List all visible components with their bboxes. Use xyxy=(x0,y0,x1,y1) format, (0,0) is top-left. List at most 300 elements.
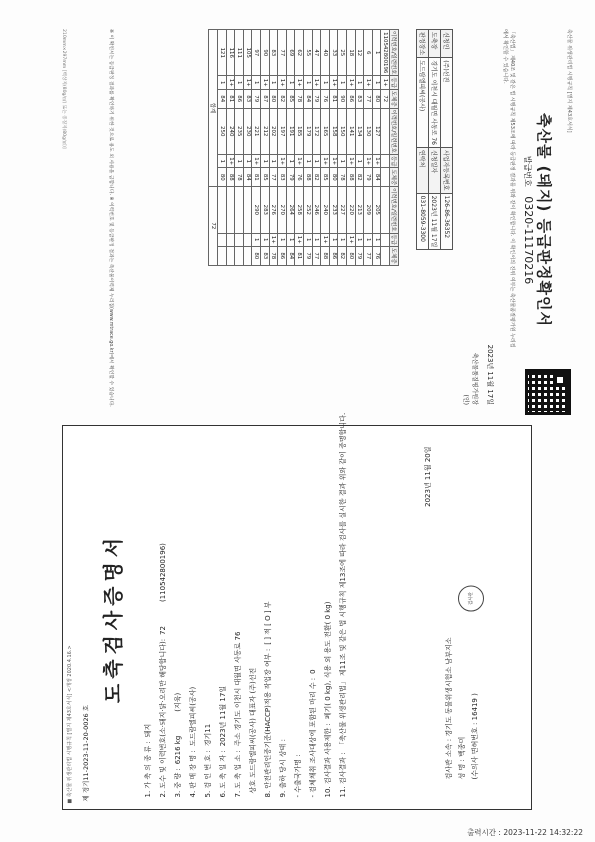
grade-header: 도체중 xyxy=(390,246,399,265)
grade-cell: 110542800196 xyxy=(381,30,390,76)
info-value: 031-8059-3300 xyxy=(417,193,429,250)
grade-cell: 1+ xyxy=(347,76,356,89)
grade-cell xyxy=(243,233,252,246)
grade-cell xyxy=(226,187,235,233)
grade-cell: 150 xyxy=(338,108,347,154)
grade-cell: 1 xyxy=(269,155,278,168)
grade-cell: 116 xyxy=(226,30,235,76)
info-value: (주)선진 xyxy=(441,58,453,148)
grade-cell: 240 xyxy=(321,187,330,233)
grade-cell: 80 xyxy=(252,246,261,265)
table-row xyxy=(355,30,364,266)
inspection-item-value: 0 xyxy=(309,668,317,674)
inspection-item-label: - 검체채취 조사대상에 포함된 마리 수 : xyxy=(309,677,317,797)
inspection-item xyxy=(231,436,246,797)
grade-cell: 77 xyxy=(364,89,373,108)
grade-cell: 1 xyxy=(235,155,244,168)
info-value: 126-86-36352 xyxy=(441,193,453,250)
grade-cell: 111 xyxy=(235,30,244,76)
grading-certificate-content xyxy=(55,21,575,419)
grade-cell: 276 xyxy=(269,187,278,233)
grade-cell: 1 xyxy=(218,76,227,89)
grade-cell: 1 xyxy=(372,30,381,76)
grade-cell: 12 xyxy=(355,30,364,76)
grade-cell xyxy=(381,233,390,246)
grade-cell xyxy=(381,246,390,265)
grade-cell: 1+ xyxy=(372,155,381,168)
table-row xyxy=(381,30,390,266)
grade-cell: 69 xyxy=(286,30,295,76)
grade-cell: 1+ xyxy=(321,233,330,246)
grade-cell: 84 xyxy=(243,168,252,187)
grade-cell xyxy=(235,187,244,233)
grade-cell: 88 xyxy=(321,246,330,265)
grade-cell: 55 xyxy=(304,30,313,76)
grade-cell: 1 xyxy=(355,76,364,89)
inspection-item-value: 상호 도드람엘피씨(공사) 대표자 (주)선진 xyxy=(249,667,257,793)
grade-cell: 1+ xyxy=(226,155,235,168)
print-time-value: 2023-11-22 14:32:22 xyxy=(503,828,583,837)
grade-cell: 1 xyxy=(286,76,295,89)
grade-cell: 83 xyxy=(261,246,270,265)
grade-cell: 86 xyxy=(329,246,338,265)
table-row xyxy=(286,30,295,266)
grade-cell: 84 xyxy=(304,89,313,108)
inspector-name-label: 성 명 : xyxy=(458,758,466,779)
info-row xyxy=(441,30,453,250)
grade-cell: 80 xyxy=(372,89,381,108)
grade-cell: 1+ xyxy=(329,155,338,168)
grade-cell: 1+ xyxy=(261,76,270,89)
grade-cell: 80 xyxy=(269,89,278,108)
grade-cell: 127 xyxy=(372,108,381,154)
lower-date: 2023년 11월 20일 xyxy=(424,446,432,507)
grade-cell: 81 xyxy=(295,246,304,265)
grade-cell: 233 xyxy=(329,187,338,233)
grade-cell: 258 xyxy=(295,187,304,233)
grade-cell: 84 xyxy=(372,168,381,187)
grade-cell: 83 xyxy=(243,89,252,108)
inspection-item xyxy=(321,436,336,797)
grade-cell: 105 xyxy=(243,30,252,76)
grade-cell: 86 xyxy=(278,246,287,265)
print-time xyxy=(467,827,583,838)
grade-cell: 191 xyxy=(286,108,295,154)
inspection-item-label: - 수출국가명 : xyxy=(294,753,302,797)
inspector-license-row xyxy=(469,637,482,779)
grade-cell: 1+ xyxy=(364,155,373,168)
grade-cell: 212 xyxy=(261,108,270,154)
grade-cell: 79 xyxy=(286,168,295,187)
info-key: 판정장소 xyxy=(417,30,429,58)
grade-cell: 252 xyxy=(304,187,313,233)
inspection-item xyxy=(156,436,171,797)
grade-cell xyxy=(243,246,252,265)
inspection-item-value: 주소 경기도 이천시 대월면 사동로 76 xyxy=(234,631,242,746)
table-row xyxy=(372,30,381,266)
grade-cell: 1+ xyxy=(312,76,321,89)
grade-cell: 77 xyxy=(278,30,287,76)
table-row xyxy=(226,30,235,266)
inspection-item-label: 6. 도 축 일 자 : xyxy=(219,749,227,797)
inspection-item-value: 2023년 11월 17일 xyxy=(219,685,227,746)
grade-cell: 79 xyxy=(312,89,321,108)
grade-cell: 18 xyxy=(347,30,356,76)
grade-cell: 1+ xyxy=(347,233,356,246)
grade-cell: 78 xyxy=(295,89,304,108)
grade-cell: 220 xyxy=(347,187,356,233)
upper-date: 2023년 11월 17일 xyxy=(486,344,494,405)
issuer-name: 축산물품질평가원장 xyxy=(471,352,478,405)
inspection-item xyxy=(201,436,216,797)
inspection-item-value: 폐기( 0 kg), 식용 외 용도 전환( 0 kg) xyxy=(324,601,332,719)
grade-cell xyxy=(218,187,227,233)
grade-cell: 1 xyxy=(304,76,313,89)
inspection-item-value: 6216 kg xyxy=(174,735,182,764)
grade-cell: 1 xyxy=(372,233,381,246)
grade-cell: 179 xyxy=(304,108,313,154)
inspection-item xyxy=(216,436,231,797)
info-row xyxy=(429,30,441,250)
grade-cell: 1 xyxy=(278,233,287,246)
upper-issuer xyxy=(461,353,479,405)
grading-certificate xyxy=(50,20,580,420)
grade-cell: 1 xyxy=(355,155,364,168)
inspection-item xyxy=(276,436,291,797)
grade-cell: 1 xyxy=(269,76,278,89)
upper-footer-notes: ※ 이 확인서는 등급판정 결과를 확인하기 위한 것으로 용도 외 사용을 금합니다. ※ 이력번호 및 등급판정 결과는 축산물이력제 누리집(www.mtrace.go.kr)에서 확인할 수 있습니다. xyxy=(108,29,113,407)
inspection-item-extra: (110542800196) xyxy=(159,542,167,602)
grade-cell: 82 xyxy=(278,89,287,108)
grade-cell: 78 xyxy=(235,168,244,187)
grade-cell: 83 xyxy=(269,30,278,76)
issue-number-label: 발급번호 xyxy=(523,155,532,187)
grade-cell: 62 xyxy=(295,30,304,76)
lower-form-number: ■ 축산물 위생관리법 시행규칙 [별지 제43호서식] <개정 2020.4.16.> xyxy=(67,644,73,803)
grade-cell: 1 xyxy=(364,233,373,246)
grade-cell: 141 xyxy=(347,108,356,154)
grade-header: 이력번호/일련번호 xyxy=(390,108,399,154)
grade-cell: 1 xyxy=(312,233,321,246)
inspection-item-label: 3. 중 량 : xyxy=(174,767,182,797)
table-row xyxy=(278,30,287,266)
inspection-certificate-content xyxy=(63,412,531,809)
grade-cell: 77 xyxy=(364,246,373,265)
inspection-item xyxy=(246,436,261,797)
upper-title: 축산물 (돼지) 등급판정확인서 xyxy=(535,112,553,328)
grade-cell: 82 xyxy=(338,246,347,265)
inspection-item-label: 2. 도수 및 이력번호(소·돼지·닭·오리만 해당합니다): xyxy=(159,638,167,797)
info-value: 2023년 11월 17일 xyxy=(429,193,441,250)
grade-cell xyxy=(243,187,252,233)
grade-cell: 1+ xyxy=(295,155,304,168)
table-row xyxy=(304,30,313,266)
inspection-item-label: 1. 가 축 의 종 류 : xyxy=(144,740,152,797)
grade-cell: 97 xyxy=(252,30,261,76)
info-value: 경기도 이천시 대월면 사동로 76 xyxy=(429,58,441,148)
grade-cell: 1 xyxy=(252,76,261,89)
inspector-license-label: (수의사 면허번호 : xyxy=(471,722,479,779)
grade-cell xyxy=(381,187,390,233)
inspection-item-extra: (지육) xyxy=(174,692,182,712)
grade-cell: 85 xyxy=(286,89,295,108)
grade-cell: 84 xyxy=(218,89,227,108)
table-row xyxy=(218,30,227,266)
grade-cell: 1+ xyxy=(252,155,261,168)
grade-cell: 1 xyxy=(261,233,270,246)
grade-cell: 1 xyxy=(321,76,330,89)
grade-cell: 78 xyxy=(338,168,347,187)
total-label: 합계 xyxy=(209,30,218,187)
grade-cell xyxy=(381,168,390,187)
inspection-item xyxy=(171,436,186,797)
grade-cell: 1 xyxy=(372,76,381,89)
grade-cell: 77 xyxy=(312,246,321,265)
grade-cell: 85 xyxy=(261,168,270,187)
upper-form-number: 축산물 위생관리법 시행규칙 [별지 제43호서식] xyxy=(566,29,572,133)
upper-note: 「축산법」 제40조 및 같은 법 시행규칙 제53조에 따라 등급판정 결과를 위와 같이 확인합니다. 이 확인서의 진위 여부는 축산물품질평가원 누리집에서 확인할 수 있습니다. xyxy=(502,29,515,348)
grade-cell xyxy=(381,155,390,168)
grade-cell: 81 xyxy=(226,89,235,108)
grade-cell: 1 xyxy=(338,76,347,89)
grade-cell: 1+ xyxy=(321,155,330,168)
grade-cell: 83 xyxy=(355,89,364,108)
grade-cell: 6 xyxy=(364,30,373,76)
grade-cell: 197 xyxy=(278,108,287,154)
info-key: 신청일자 xyxy=(429,148,441,194)
info-key: 사업자등록번호 xyxy=(441,148,453,194)
grade-cell: 80 xyxy=(218,168,227,187)
grade-cell: 283 xyxy=(261,187,270,233)
inspection-item-value: [ ] 적 [ O ] 부 xyxy=(264,600,272,645)
grade-cell: 121 xyxy=(218,30,227,76)
table-row xyxy=(252,30,261,266)
grade-cell: 1 xyxy=(304,233,313,246)
inspection-item-value: 「축산물 위생관리법」 제11조 및 같은 법 시행규칙 제13조에 따라 검사를 실시한 결과 위와 같이 증명합니다. xyxy=(339,412,347,748)
table-row xyxy=(338,30,347,266)
grade-cell: 1+ xyxy=(381,76,390,89)
grade-cell: 84 xyxy=(286,246,295,265)
grade-cell: 1 xyxy=(329,233,338,246)
grade-cell: 172 xyxy=(312,108,321,154)
info-key: 도축장 xyxy=(429,30,441,58)
inspector-org-row xyxy=(443,637,456,779)
inspection-item-label: 8. 안전관리인증기준(HACCP)적용 작업장 여부 : xyxy=(264,648,272,797)
grade-cell: 1 xyxy=(243,155,252,168)
print-time-label: 출력시간 : xyxy=(467,828,501,837)
inspection-item xyxy=(336,412,351,797)
inspector-name: 백종미 xyxy=(458,736,466,757)
inspection-item xyxy=(141,436,156,797)
table-row xyxy=(364,30,373,266)
grade-cell: 240 xyxy=(226,108,235,154)
grade-cell: 134 xyxy=(355,108,364,154)
grade-cell: 72 xyxy=(381,89,390,108)
grade-cell: 81 xyxy=(329,89,338,108)
grade-header: 도체중 xyxy=(390,168,399,187)
grade-cell: 86 xyxy=(347,89,356,108)
grade-cell: 290 xyxy=(252,187,261,233)
grade-cell: 83 xyxy=(278,168,287,187)
inspection-item xyxy=(261,436,276,797)
inspection-items xyxy=(141,412,351,797)
grade-cell: 47 xyxy=(312,30,321,76)
table-row xyxy=(243,30,252,266)
info-key: 연락처 xyxy=(417,148,429,194)
grade-cell: 1 xyxy=(286,233,295,246)
grade-cell: 1+ xyxy=(329,76,338,89)
grade-cell: 213 xyxy=(355,187,364,233)
info-row xyxy=(417,30,429,250)
grade-cell xyxy=(381,108,390,154)
grade-cell: 264 xyxy=(286,187,295,233)
inspector-org: 경기도 동물위생시험소 남부지소 xyxy=(445,637,453,737)
inspection-item-value: 돼지 xyxy=(144,723,152,737)
grade-cell: 235 xyxy=(235,108,244,154)
grade-cell: 88 xyxy=(304,168,313,187)
grade-table xyxy=(208,29,399,266)
inspection-item-value: 경기11 xyxy=(204,723,212,746)
grade-cell: 230 xyxy=(243,108,252,154)
table-row xyxy=(269,30,278,266)
inspection-item-label: 10. 검사결과 사용제한 : xyxy=(324,722,332,797)
inspector-org-label: 검사관 소속 : xyxy=(445,738,453,779)
issue-number xyxy=(522,21,535,419)
inspection-item-label: 9. 출하 당시 상태 : xyxy=(279,738,287,797)
grade-cell: 88 xyxy=(347,168,356,187)
grade-cell: 79 xyxy=(252,89,261,108)
grade-cell: 79 xyxy=(364,168,373,187)
grade-cell xyxy=(226,246,235,265)
info-key: 신청인 xyxy=(441,30,453,58)
inspection-item-value: 72 xyxy=(159,625,167,635)
grade-cell: 1 xyxy=(355,233,364,246)
grade-cell: 202 xyxy=(269,108,278,154)
inspection-item xyxy=(291,436,306,797)
inspection-item-label: 5. 검 인 번 호 : xyxy=(204,749,212,797)
table-row xyxy=(261,30,270,266)
grade-cell xyxy=(235,246,244,265)
lower-title: 도축검사증명서 xyxy=(101,532,125,703)
grade-cell: 88 xyxy=(226,168,235,187)
grade-cell: 1+ xyxy=(295,76,304,89)
applicant-info-table xyxy=(416,29,453,250)
grade-cell: 79 xyxy=(355,246,364,265)
table-row xyxy=(347,30,356,266)
inspection-item-value: 도드람엘피씨(공사) xyxy=(189,686,197,746)
inspection-item-label: 11. 검사결과 : xyxy=(339,752,347,797)
table-row xyxy=(312,30,321,266)
grade-header: 이력번호/일련번호 xyxy=(390,187,399,233)
inspection-item xyxy=(186,436,201,797)
grade-cell: 90 xyxy=(338,89,347,108)
inspection-item xyxy=(306,436,321,797)
grade-cell: 78 xyxy=(269,246,278,265)
inspector-license: 16419 ) xyxy=(471,692,479,720)
grade-cell: 82 xyxy=(355,168,364,187)
grade-cell xyxy=(226,233,235,246)
grade-cell: 1 xyxy=(218,155,227,168)
grade-cell: 1+ xyxy=(269,233,278,246)
grade-cell: 76 xyxy=(295,168,304,187)
inspector-name-row xyxy=(456,637,469,779)
table-row xyxy=(295,30,304,266)
grade-cell: 227 xyxy=(338,187,347,233)
grade-cell: 80 xyxy=(347,246,356,265)
grade-header: 이력번호/일련번호 xyxy=(390,30,399,76)
grade-cell: 1 xyxy=(235,76,244,89)
grade-cell: 1 xyxy=(286,155,295,168)
grade-cell: 1+ xyxy=(295,233,304,246)
grade-cell: 270 xyxy=(278,187,287,233)
grade-cell: 205 xyxy=(372,187,381,233)
table-row xyxy=(321,30,330,266)
grade-header: 등급 xyxy=(390,233,399,246)
grade-cell: 86 xyxy=(235,89,244,108)
grade-cell: 1+ xyxy=(226,76,235,89)
grade-cell: 25 xyxy=(338,30,347,76)
grade-cell: 90 xyxy=(261,30,270,76)
table-row xyxy=(235,30,244,266)
grade-cell: 1 xyxy=(304,155,313,168)
grade-cell: 1+ xyxy=(278,155,287,168)
grade-cell: 185 xyxy=(295,108,304,154)
lower-doc-number: 제 경기11-2023-11-20-0026 호 xyxy=(82,704,90,801)
grade-cell: 76 xyxy=(372,246,381,265)
grade-cell xyxy=(218,233,227,246)
grade-cell: 1+ xyxy=(364,76,373,89)
grade-cell: 1+ xyxy=(278,76,287,89)
grade-cell xyxy=(218,246,227,265)
grade-cell: 33 xyxy=(329,30,338,76)
grade-cell: 221 xyxy=(252,108,261,154)
grade-cell: 79 xyxy=(304,246,313,265)
issue-number-value: 0320-11170216 xyxy=(522,196,535,285)
grade-cell: 1 xyxy=(252,233,261,246)
inspector-block xyxy=(443,637,482,779)
grade-cell: 82 xyxy=(312,168,321,187)
grade-cell: 1 xyxy=(338,155,347,168)
grade-cell: 77 xyxy=(269,168,278,187)
grade-cell: 80 xyxy=(329,168,338,187)
table-row xyxy=(329,30,338,266)
inspection-certificate xyxy=(62,412,532,810)
upper-paper-spec: 210mm×297mm [백상지(80g/㎡) 또는 중질지(80g/㎡)] xyxy=(61,29,66,149)
grade-cell: 87 xyxy=(261,89,270,108)
info-value: 도드람엘피씨(공사) xyxy=(417,58,429,148)
grade-cell: 246 xyxy=(312,187,321,233)
grade-header: 도체중 xyxy=(390,89,399,108)
grade-header: 등급 xyxy=(390,155,399,168)
grade-cell: 130 xyxy=(364,108,373,154)
total-value: 72 xyxy=(209,187,218,266)
grade-cell xyxy=(235,233,244,246)
issuer-seal: (인) xyxy=(462,394,469,405)
inspection-item-label: 7. 도 축 업 소 : xyxy=(234,749,242,797)
grade-cell: 1+ xyxy=(347,155,356,168)
grade-cell: 76 xyxy=(321,89,330,108)
grade-cell: 165 xyxy=(321,108,330,154)
grade-cell: 1 xyxy=(338,233,347,246)
grade-header: 등급 xyxy=(390,76,399,89)
grading-certificate-rotated xyxy=(55,21,575,419)
inspection-certificate-rotated xyxy=(63,412,531,809)
grade-cell: 209 xyxy=(364,187,373,233)
grade-cell: 158 xyxy=(329,108,338,154)
grade-cell: 1 xyxy=(261,155,270,168)
total-row xyxy=(209,30,218,266)
grade-cell: 81 xyxy=(252,168,261,187)
